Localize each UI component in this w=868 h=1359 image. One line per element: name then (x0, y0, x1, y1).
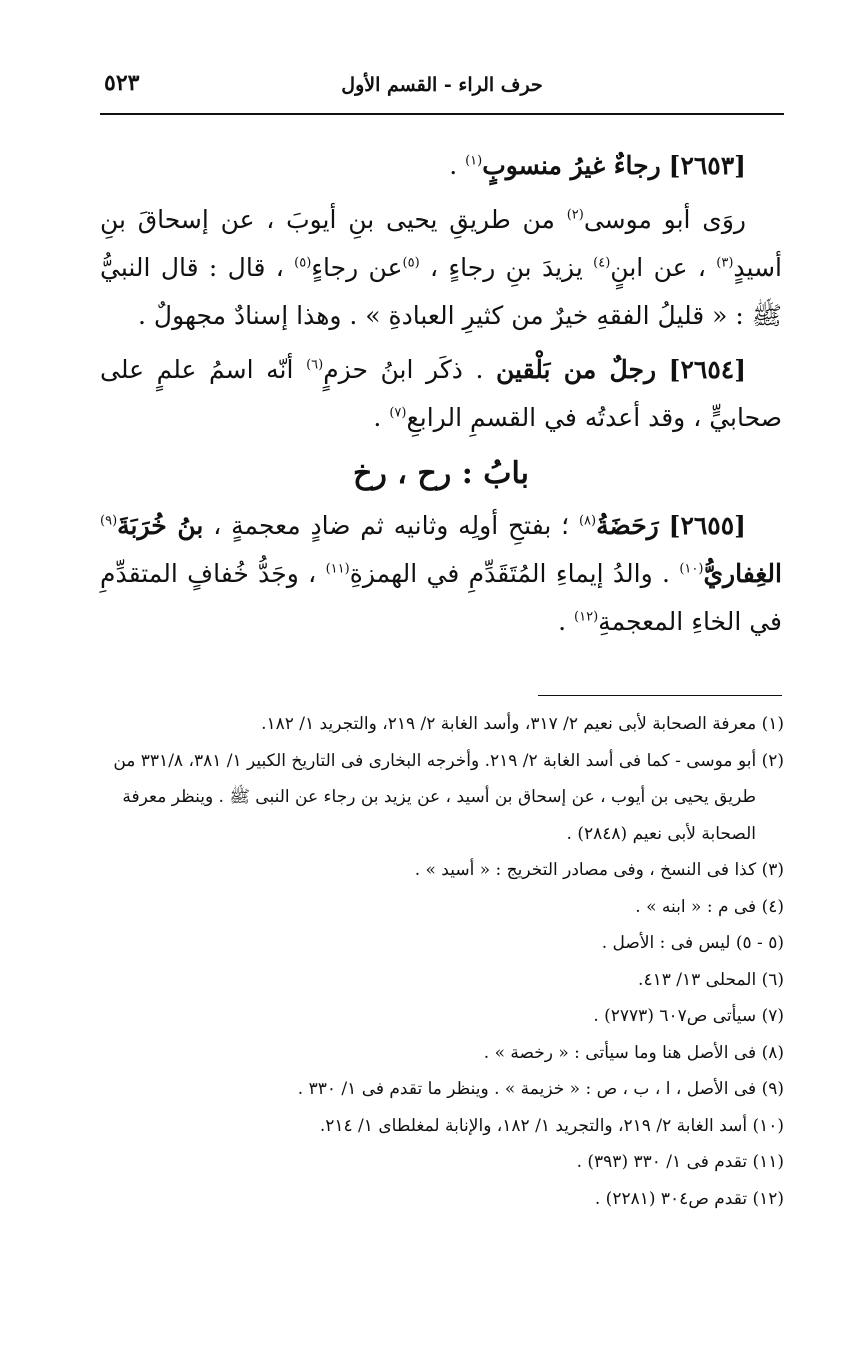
entry-text: . ذكَر ابنُ حزمٍ (323, 355, 484, 384)
footnote-ref: (١١) (325, 561, 350, 577)
footnote-ref: (٥) (294, 255, 312, 271)
footnote-ref: (٤) (593, 255, 611, 271)
footnote-9: (٩) فى الأصل ، ا ، ب ، ص : « خزيمة » . وينظر ما تقدم فى ١/ ٣٣٠ . (297, 1079, 784, 1099)
footnote-4: (٤) فى م : « ابنه » . (635, 896, 784, 917)
entry-text: . والدُ إيماءِ المُتَقَدِّمِ في الهمزةِ (349, 559, 670, 588)
footnote-10: (١٠) أسد الغابة ٢/ ٢١٩، والتجريد ١/ ١٨٢، والإنابة لمغلطاى ١/ ٢١٤. (319, 1115, 784, 1136)
entry-name: رجاءٌ غيرُ منسوبٍ (482, 151, 661, 180)
footnote-ref: (١٠) (679, 561, 704, 577)
footnote-5: (٥ - ٥) ليس فى : الأصل . (601, 933, 784, 953)
footnote-7: (٧) سيأتى ص٦٠٧ (٢٧٧٣) . (593, 1006, 784, 1026)
entry-text: ، قال : قال النبيُّ ﷺ : « قليلُ الفقهِ خيرٌ من كثيرِ العبادةِ » . وهذا إسنادٌ مجهولٌ . (100, 253, 782, 330)
chapter-heading: بابُ : رح ، رخ (353, 456, 529, 491)
footnote-3: (٣) كذا فى النسخ ، وفى مصادر التخريج : « أسيد » . (414, 860, 784, 880)
footnote-8: (٨) فى الأصل هنا وما سيأتى : « رخصة » . (483, 1042, 784, 1063)
main-text (100, 142, 782, 652)
entry-text: ، عن ابنٍ (610, 253, 706, 282)
entry-name: رَحَضَةُ (596, 511, 659, 540)
entry-2653 (100, 142, 782, 190)
footnote-11: (١١) تقدم فى ١/ ٣٣٠ (٣٩٣) . (576, 1152, 784, 1172)
entry-number: [٢٦٥٥] (668, 511, 746, 540)
entry-2655 (100, 502, 782, 646)
entry-2653-narration (100, 196, 782, 340)
entry-name: رجلٌ من بَلْقين (496, 355, 657, 384)
page-number: ٥٢٣ (104, 70, 140, 96)
entry-text: ؛ بفتحِ أولِه وثانيه ثم ضادٍ معجمةٍ ، (213, 511, 570, 540)
footnote-1: (١) معرفة الصحابة لأبى نعيم ٢/ ٣١٧، وأسد الغابة ٢/ ٢١٩، والتجريد ١/ ١٨٢. (261, 714, 784, 734)
entry-text: عن رجاءٍ (311, 253, 403, 282)
footnote-ref: (٣) (716, 255, 734, 271)
entry-text: . (558, 607, 567, 636)
entry-text: روَى أبو موسى (583, 205, 746, 234)
entry-text: أنّه اسمُ علمٍ على صحابيٍّ ، وقد أعدتُه في القسمِ الرابعِ (100, 355, 782, 432)
footnote-2: (٢) أبو موسى - كما فى أسد الغابة ٢/ ٢١٩. وأخرجه البخارى فى التاريخ الكبير ١/ ٣٨١، ٣٣١/٨ من طريق يحيى بن أيوب ، عن إسحاق بن أسيد ، عن يزيد بن رجاء عن النبى ﷺ . وينظر معرفة الصحابة لأبى نعيم (٢٨٤٨) . (113, 750, 784, 844)
entry-text: من طريقِ يحيى بنِ أيوبَ ، عن إسحاقَ بنِ أسيدٍ (100, 205, 782, 282)
footnote-ref: (٨) (578, 513, 597, 529)
header-rule (100, 113, 784, 115)
footnote-ref: (١٢) (574, 609, 599, 625)
footnote-6: (٦) المحلى ١٣/ ٤١٣. (638, 969, 784, 990)
entry-name: بنُ خُرَبَةَ (117, 511, 204, 540)
footnote-ref: (١) (465, 153, 483, 169)
entry-text: . (373, 403, 382, 432)
header-title: حرف الراء - القسم الأول (341, 74, 543, 96)
footnotes (96, 706, 784, 1217)
running-header (104, 64, 780, 108)
footnote-ref: (٥) (402, 255, 420, 271)
entry-text: يزيدَ بنِ رجاءٍ ، (429, 253, 583, 282)
footnote-ref: (٧) (389, 405, 407, 421)
entry-number: [٢٦٥٤] (668, 355, 747, 384)
entry-text: . (449, 151, 458, 180)
entry-name: الغِفاريُّ (703, 559, 782, 588)
entry-text: ، وجَدُّ خُفافٍ المتقدِّمِ في الخاءِ المعجمةِ (100, 559, 782, 636)
footnote-ref: (٦) (306, 357, 324, 373)
footnote-ref: (٢) (566, 207, 584, 223)
footnote-separator (538, 695, 782, 696)
footnote-12: (١٢) تقدم ص٣٠٤ (٢٢٨١) . (594, 1188, 784, 1209)
entry-2654 (100, 346, 782, 442)
footnote-ref: (٩) (100, 513, 118, 529)
entry-number: [٢٦٥٣] (668, 151, 746, 180)
